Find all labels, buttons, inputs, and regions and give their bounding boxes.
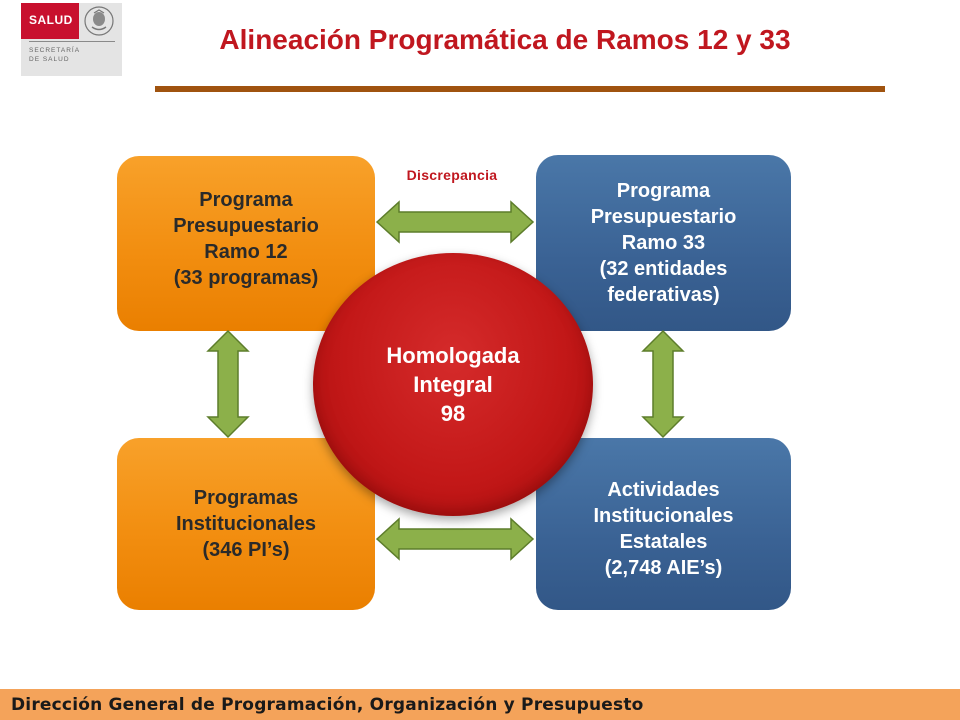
arrow-top-horizontal-icon bbox=[375, 200, 535, 244]
mexico-seal-icon bbox=[83, 5, 115, 37]
arrow-right-vertical-icon bbox=[641, 329, 685, 439]
logo-divider bbox=[29, 41, 115, 42]
homologada-circle: Homologada Integral 98 bbox=[313, 253, 593, 516]
discrepancia-label: Discrepancia bbox=[406, 167, 498, 183]
page-title: Alineación Programática de Ramos 12 y 33 bbox=[219, 24, 791, 55]
box-programas-institucionales: Programas Institucionales (346 PI’s) bbox=[117, 438, 375, 610]
box-programa-ramo-33: Programa Presupuestario Ramo 33 (32 entidades federativas) bbox=[536, 155, 791, 331]
arrow-left-vertical-icon bbox=[206, 329, 250, 439]
arrow-bottom-horizontal-icon bbox=[375, 517, 535, 561]
footer-bar bbox=[0, 689, 960, 720]
logo-word: SALUD bbox=[29, 13, 73, 27]
title-underline bbox=[155, 86, 885, 92]
box-actividades-estatales: Actividades Institucionales Estatales (2,748 AIE’s) bbox=[536, 438, 791, 610]
salud-logo bbox=[21, 3, 122, 76]
logo-subtitle: SECRETARÍA DE SALUD bbox=[29, 47, 80, 63]
logo-header bbox=[21, 3, 122, 39]
box-programa-ramo-12: Programa Presupuestario Ramo 12 (33 programas) bbox=[117, 156, 375, 331]
footer-text: Dirección General de Programación, Organización y Presupuesto bbox=[11, 695, 644, 715]
